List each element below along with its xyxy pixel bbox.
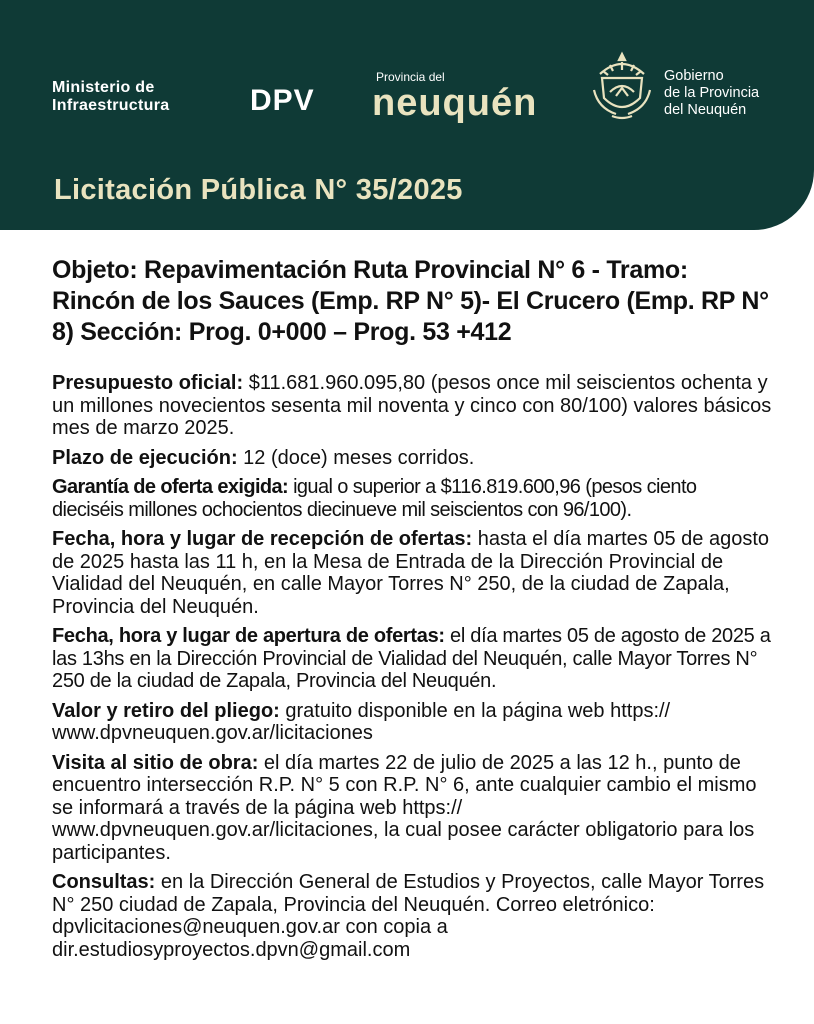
plazo-item xyxy=(52,447,772,470)
apertura-item xyxy=(52,625,772,693)
provincial-shield-icon xyxy=(588,50,656,122)
ministerio-logo xyxy=(52,79,169,115)
ministerio-line1: Ministerio de xyxy=(52,79,155,96)
tender-details xyxy=(52,372,772,968)
item-label: Presupuesto oficial: xyxy=(52,372,244,394)
neuquen-wordmark: neuquén xyxy=(372,82,538,124)
item-label: Plazo de ejecución: xyxy=(52,446,238,469)
objeto-heading: Objeto: Repavimentación Ruta Provincial N° 6 - Tramo: Rincón de los Sauces (Emp. RP N° 5)- El Crucero (Emp. RP N° 8) Sección: Prog. 0+000 – Prog. 53 +412 xyxy=(52,256,769,346)
item-text: hasta el día martes 05 de agosto de 2025 hasta las 11 h, en la Mesa de Entrada de la Dirección Provincial de Vialidad del Neuquén, en calle Mayor Torres N° 250, de la ciudad de Zapala, Provincia del Neuquén. xyxy=(52,528,769,618)
recepcion-item xyxy=(52,528,772,618)
presupuesto-item xyxy=(52,372,772,440)
item-text: $11.681.960.095,80 (pesos once mil seiscientos ochenta y un millones novecientos sesenta mil noventa y cinco con 80/100) valores básicos mes de marzo 2025. xyxy=(52,372,772,439)
garantia-item xyxy=(52,476,772,521)
item-text: gratuito disponible en la página web https:// www.dpvneuquen.gov.ar/licitaciones xyxy=(52,699,671,744)
visita-item xyxy=(52,752,772,865)
item-label: Valor y retiro del pliego: xyxy=(52,699,280,722)
gobierno-logo-text xyxy=(664,68,759,119)
item-label: Fecha, hora y lugar de recepción de ofertas: xyxy=(52,528,473,550)
item-text: el día martes 22 de julio de 2025 a las 12 h., punto de encuentro intersección R.P. N° 5 con R.P. N° 6, ante cualquier cambio el mismo se informará a través de la página web https:// www.dpvneuquen.gov.ar/licitaciones, la cual posee carácter obligatorio para los participantes. xyxy=(52,751,757,864)
item-label: Fecha, hora y lugar de apertura de ofertas: xyxy=(52,625,445,647)
item-text: 12 (doce) meses corridos. xyxy=(237,446,475,469)
consultas-item xyxy=(52,871,772,961)
neuquen-logo xyxy=(372,70,537,122)
page-title: Licitación Pública N° 35/2025 xyxy=(54,174,463,206)
item-label: Garantía de oferta exigida: xyxy=(52,476,289,498)
item-text: el día martes 05 de agosto de 2025 a las 13hs en la Dirección Provincial de Vialidad del Neuquén, calle Mayor Torres N° 250 de la ciudad de Zapala, Provincia del Neuquén. xyxy=(52,625,771,692)
header-banner xyxy=(0,0,814,230)
item-text: en la Dirección General de Estudios y Proyectos, calle Mayor Torres N° 250 ciudad de Zapala, Provincia del Neuquén. Correo eletrónico: dpvlicitaciones@neuquen.gov.ar con copia a dir.estudiosyproyectos.dpvn@gmail.com xyxy=(52,871,765,961)
provincia-del-label: Provincia del xyxy=(376,70,445,84)
gobierno-line2: de la Provincia xyxy=(664,85,760,101)
dpv-logo: DPV xyxy=(250,84,315,117)
gobierno-line3: del Neuquén xyxy=(664,102,747,118)
pliego-item xyxy=(52,700,772,745)
ministerio-line2: Infraestructura xyxy=(52,97,170,114)
item-text: igual o superior a $116.819.600,96 (pesos ciento dieciséis millones ochocientos diecinueve mil seiscientos con 96/100). xyxy=(52,476,697,521)
gobierno-line1: Gobierno xyxy=(664,68,724,84)
item-label: Visita al sitio de obra: xyxy=(52,751,259,774)
item-label: Consultas: xyxy=(52,871,156,893)
